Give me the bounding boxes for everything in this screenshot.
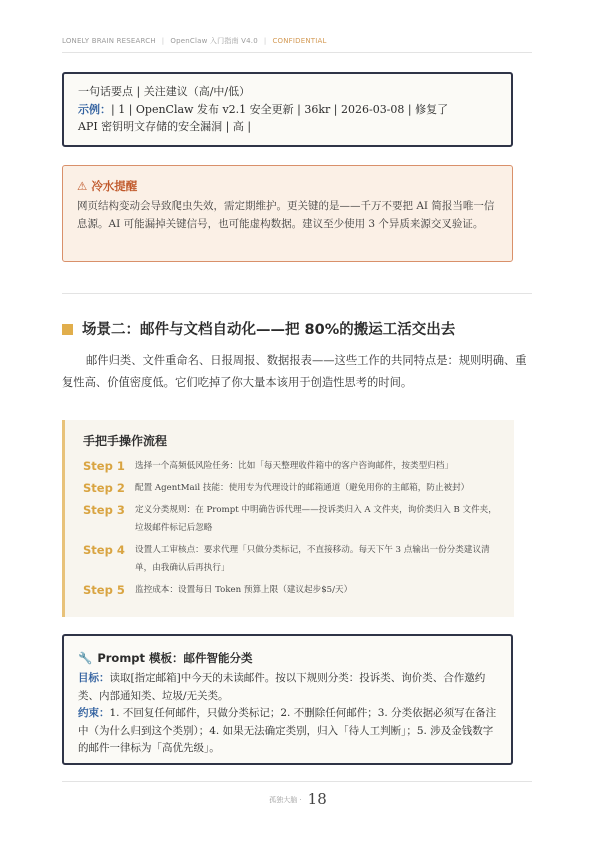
step-number: Step 4	[83, 543, 125, 557]
section-marker-icon	[62, 324, 73, 335]
page-footer	[0, 790, 596, 808]
footer-label: 孤独大脑 ·	[269, 796, 302, 804]
section-divider	[62, 293, 532, 294]
step-text: 设置人工审核点：要求代理「只做分类标记，不直接移动。每天下午 3 点输出一份分类建议清单，由我确认后再执行」	[135, 545, 490, 573]
example-text: | 1 | OpenClaw 发布 v2.1 安全更新 | 36kr | 2026-03-08 | 修复了	[111, 102, 449, 116]
step-item	[83, 479, 500, 497]
prompt-template-box	[62, 634, 513, 765]
steps-panel	[62, 420, 514, 617]
steps-title: 手把手操作流程	[83, 434, 168, 448]
page-number: 18	[307, 790, 327, 808]
warning-callout	[62, 165, 513, 262]
section-paragraph: 邮件归类、文件重命名、日报周报、数据报表——这些工作的共同特点是：规则明确、重复性高、价值密度低。它们吃掉了你大量本该用于创造性思考的时间。	[62, 354, 527, 389]
step-item	[83, 457, 500, 475]
wrench-icon: 🔧	[78, 651, 93, 665]
warning-body: 网页结构变动会导致爬虫失效，需定期维护。更关键的是——千万不要把 AI 简报当唯一信息源。AI 可能漏掉关键信号，也可能虚构数据。建议至少使用 3 个异质来源交叉验证。	[77, 200, 495, 230]
prompt-goal	[78, 670, 497, 705]
footer-rule	[62, 781, 532, 782]
example-line-3: API 密钥明文存储的安全漏洞 | 高 |	[78, 120, 252, 133]
step-item	[83, 541, 500, 577]
example-label: 示例：	[78, 102, 111, 116]
step-item	[83, 581, 500, 599]
constraint-label: 约束：	[78, 707, 110, 719]
warning-icon: ⚠	[77, 179, 88, 193]
step-number: Step 5	[83, 583, 125, 597]
step-text: 配置 AgentMail 技能：使用专为代理设计的邮箱通道（避免用你的主邮箱，防止被封）	[135, 483, 470, 493]
warning-title-text: 冷水提醒	[91, 179, 138, 193]
prompt-title	[78, 650, 497, 666]
step-number: Step 2	[83, 481, 125, 495]
header-org: LONELY BRAIN RESEARCH	[62, 37, 156, 45]
step-text: 选择一个高频低风险任务：比如「每天整理收件箱中的客户咨询邮件，按类型归档」	[135, 461, 453, 471]
step-item	[83, 501, 500, 537]
step-number: Step 3	[83, 503, 125, 517]
example-line-1: 一句话要点 | 关注建议（高/中/低）	[78, 85, 251, 98]
page-header	[62, 36, 532, 46]
prompt-constraint	[78, 705, 497, 758]
warning-title	[77, 178, 498, 194]
constraint-text: 1. 不回复任何邮件，只做分类标记；2. 不删除任何邮件；3. 分类依据必须写在备注中（为什么归到这个类别）；4. 如果无法确定类别，归入「待人工判断」；5. 涉及金钱数字的邮件一律标为「高优先级」。	[78, 707, 497, 754]
header-doc-title: OpenClaw 入门指南 V4.0	[170, 37, 258, 45]
goal-text: 读取[指定邮箱]中今天的未读邮件。按以下规则分类：投诉类、询价类、合作邀约类、内部通知类、垃圾/无关类。	[78, 672, 486, 702]
section-title-text: 场景二：邮件与文档自动化——把 80%的搬运工活交出去	[82, 322, 456, 338]
section-heading	[62, 318, 532, 339]
step-text: 定义分类规则：在 Prompt 中明确告诉代理——投诉类归入 A 文件夹，询价类归入 B 文件夹，垃圾邮件标记后忽略	[135, 505, 497, 533]
header-rule	[62, 52, 532, 53]
header-divider: |	[161, 37, 165, 45]
example-line-2	[78, 101, 497, 119]
example-box	[62, 72, 513, 147]
step-number: Step 1	[83, 459, 125, 473]
step-text: 监控成本：设置每日 Token 预算上限（建议起步$5/天）	[135, 585, 353, 595]
goal-label: 目标：	[78, 672, 110, 684]
header-divider: |	[263, 37, 267, 45]
header-confidential: CONFIDENTIAL	[272, 37, 327, 45]
prompt-title-text: Prompt 模板：邮件智能分类	[97, 651, 253, 665]
